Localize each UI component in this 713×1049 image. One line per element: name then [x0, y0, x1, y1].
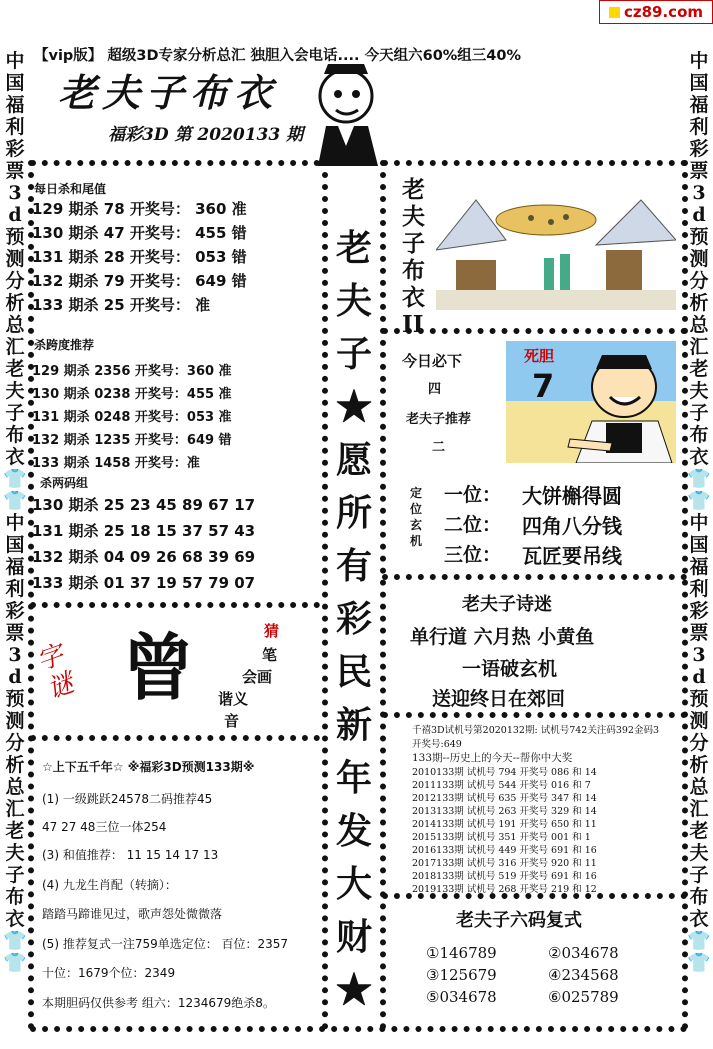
- issue-label: 福彩3D 第 2020133 期: [108, 125, 304, 145]
- kill-span-row: 130 期杀 0238 开奖号：455 准: [32, 387, 232, 402]
- divider-left-2: [30, 735, 320, 741]
- death-card-label: 死胆: [524, 347, 555, 365]
- history-row: 2012133期 试机号 635 开奖号 347 和 14: [412, 793, 597, 804]
- history-row: 2019133期 试机号 268 开奖号 219 和 12: [412, 884, 597, 895]
- position-phrase: 瓦匠要吊线: [522, 544, 622, 568]
- divider-right-3: [382, 712, 687, 718]
- divider-left-1: [30, 602, 320, 608]
- old-master-illustration: [296, 56, 392, 166]
- history-head: 千禧3D试机号第2020132期: 试机号742关注码392金码3: [412, 725, 660, 736]
- riddle-character: 曾: [122, 626, 195, 710]
- death-card-value: 7: [532, 367, 555, 405]
- recommend-label: 老夫子推荐: [406, 412, 472, 427]
- riddle-hint: 谐义: [218, 690, 249, 708]
- logo-text: cz89.com: [623, 3, 704, 21]
- history-head: 开奖号:649: [412, 739, 462, 750]
- position-phrase: 大饼槲得圆: [522, 484, 622, 508]
- kill-span-row: 132 期杀 1235 开奖号：649 错: [32, 433, 232, 448]
- kill-sum-row: 132 期杀 79 开奖号： 649 错: [32, 272, 247, 290]
- poem-line: 送迎终日在郊回: [432, 688, 566, 710]
- predict-line: (1) 一级跳跃24578二码推荐45: [42, 792, 213, 806]
- predict-title: ☆上下五千年☆ ※福彩3D预测133期※: [42, 760, 255, 774]
- history-row: 2018133期 试机号 519 开奖号 691 和 16: [412, 871, 597, 882]
- position-label: 二位：: [444, 514, 502, 536]
- top-banner: 【vip版】 超级3D专家分析总汇 独胆入会电话.... 今天组六60%组三40%: [34, 48, 522, 64]
- predict-line: 踏踏马蹄谁见过，歌声怨处微微落: [42, 907, 223, 921]
- today-label: 今日必下: [402, 352, 463, 370]
- six-code-item: ⑤034678: [426, 988, 497, 1006]
- kill-sum-row: 129 期杀 78 开奖号： 360 准: [32, 200, 247, 218]
- poem-line: 一语破玄机: [462, 658, 558, 680]
- kill-two-row: 130 期杀 25 23 45 89 67 17: [32, 496, 256, 514]
- predict-line: 十位：1679个位：2349: [42, 966, 176, 980]
- history-row: 2014133期 试机号 191 开奖号 650 和 11: [412, 819, 597, 830]
- divider-right-2: [382, 574, 687, 580]
- kill-two-row: 132 期杀 04 09 26 68 39 69: [32, 548, 256, 566]
- kill-sum-title: 每日杀和尾值: [34, 182, 107, 196]
- site-logo[interactable]: [599, 0, 713, 24]
- position-label: 三位：: [444, 544, 502, 566]
- divider-bottom: [30, 1026, 687, 1032]
- left-side-text: 中国福利彩票3d预测分析总汇老夫子布衣👕👕中国福利彩票3d预测分析总汇老夫子布衣👕👕: [3, 50, 27, 974]
- history-head: 133期--历史上的今天--帮你中大奖: [412, 752, 573, 764]
- page-title: 老夫子布衣: [58, 70, 279, 115]
- death-card: [506, 341, 676, 463]
- recommend-value: 二: [432, 440, 446, 455]
- center-left-border: [322, 160, 328, 1030]
- poster-title: 老夫子布衣II: [402, 176, 425, 338]
- kill-span-row: 133 期杀 1458 开奖号：准: [32, 456, 200, 471]
- divider-top-right: [382, 160, 687, 166]
- positions-side-label: 定位玄机: [410, 486, 423, 548]
- center-right-border: [380, 160, 386, 1030]
- six-code-item: ⑥025789: [548, 988, 619, 1006]
- kill-two-row: 131 期杀 25 18 15 37 57 43: [32, 522, 256, 540]
- predict-line: 47 27 48三位一体254: [42, 820, 167, 834]
- poem-line: 单行道 六月热 小黄鱼: [410, 626, 595, 648]
- history-row: 2013133期 试机号 263 开奖号 329 和 14: [412, 806, 597, 817]
- kill-span-row: 131 期杀 0248 开奖号：053 准: [32, 410, 232, 425]
- riddle-hint: 音: [224, 712, 240, 730]
- kill-sum-row: 133 期杀 25 开奖号： 准: [32, 296, 211, 314]
- riddle-hint: 会画: [242, 668, 273, 686]
- kill-two-title: 杀两码组: [40, 476, 89, 490]
- history-row: 2010133期 试机号 794 开奖号 086 和 14: [412, 767, 597, 778]
- logo-square-icon: [609, 7, 620, 18]
- right-border: [682, 160, 688, 1030]
- kill-sum-row: 131 期杀 28 开奖号： 053 错: [32, 248, 247, 266]
- kill-sum-row: 130 期杀 47 开奖号： 455 错: [32, 224, 247, 242]
- predict-line: (5) 推荐复式一注759单选定位： 百位：2357: [42, 937, 289, 951]
- today-value: 四: [428, 382, 442, 397]
- predict-line: (4) 九龙生肖配（转摘）：: [42, 878, 177, 892]
- riddle-hint: 猜: [264, 622, 280, 640]
- center-slogan: 老夫子★愿所有彩民新年发大财★: [335, 227, 372, 1011]
- history-row: 2017133期 试机号 316 开奖号 920 和 11: [412, 858, 597, 869]
- predict-line: (3) 和值推荐： 11 15 14 17 13: [42, 848, 219, 862]
- old-master-card-illustration: [566, 347, 676, 463]
- history-row: 2016133期 试机号 449 开奖号 691 和 16: [412, 845, 597, 856]
- history-row: 2011133期 试机号 544 开奖号 016 和 7: [412, 780, 591, 791]
- kill-span-row: 129 期杀 2356 开奖号：360 准: [32, 364, 232, 379]
- six-code-title: 老夫子六码复式: [456, 910, 582, 931]
- kill-two-row: 133 期杀 01 37 19 57 79 07: [32, 574, 256, 592]
- poem-title: 老夫子诗迷: [462, 594, 552, 615]
- predict-line: 本期胆码仅供参考 组六：1234679绝杀8。: [42, 996, 275, 1010]
- position-phrase: 四角八分钱: [522, 514, 622, 538]
- position-label: 一位：: [444, 484, 502, 506]
- riddle-label: 字谜: [32, 639, 78, 706]
- six-code-item: ①146789: [426, 944, 497, 962]
- leopard-landscape-illustration: [436, 180, 676, 310]
- kill-span-title: 杀跨度推荐: [34, 338, 95, 352]
- divider-top-left: [30, 160, 320, 166]
- six-code-item: ②034678: [548, 944, 619, 962]
- six-code-item: ③125679: [426, 966, 497, 984]
- six-code-item: ④234568: [548, 966, 619, 984]
- history-row: 2015133期 试机号 351 开奖号 001 和 1: [412, 832, 591, 843]
- riddle-hint: 笔: [262, 646, 278, 664]
- right-side-text: 中国福利彩票3d预测分析总汇老夫子布衣👕👕中国福利彩票3d预测分析总汇老夫子布衣👕👕: [687, 50, 711, 974]
